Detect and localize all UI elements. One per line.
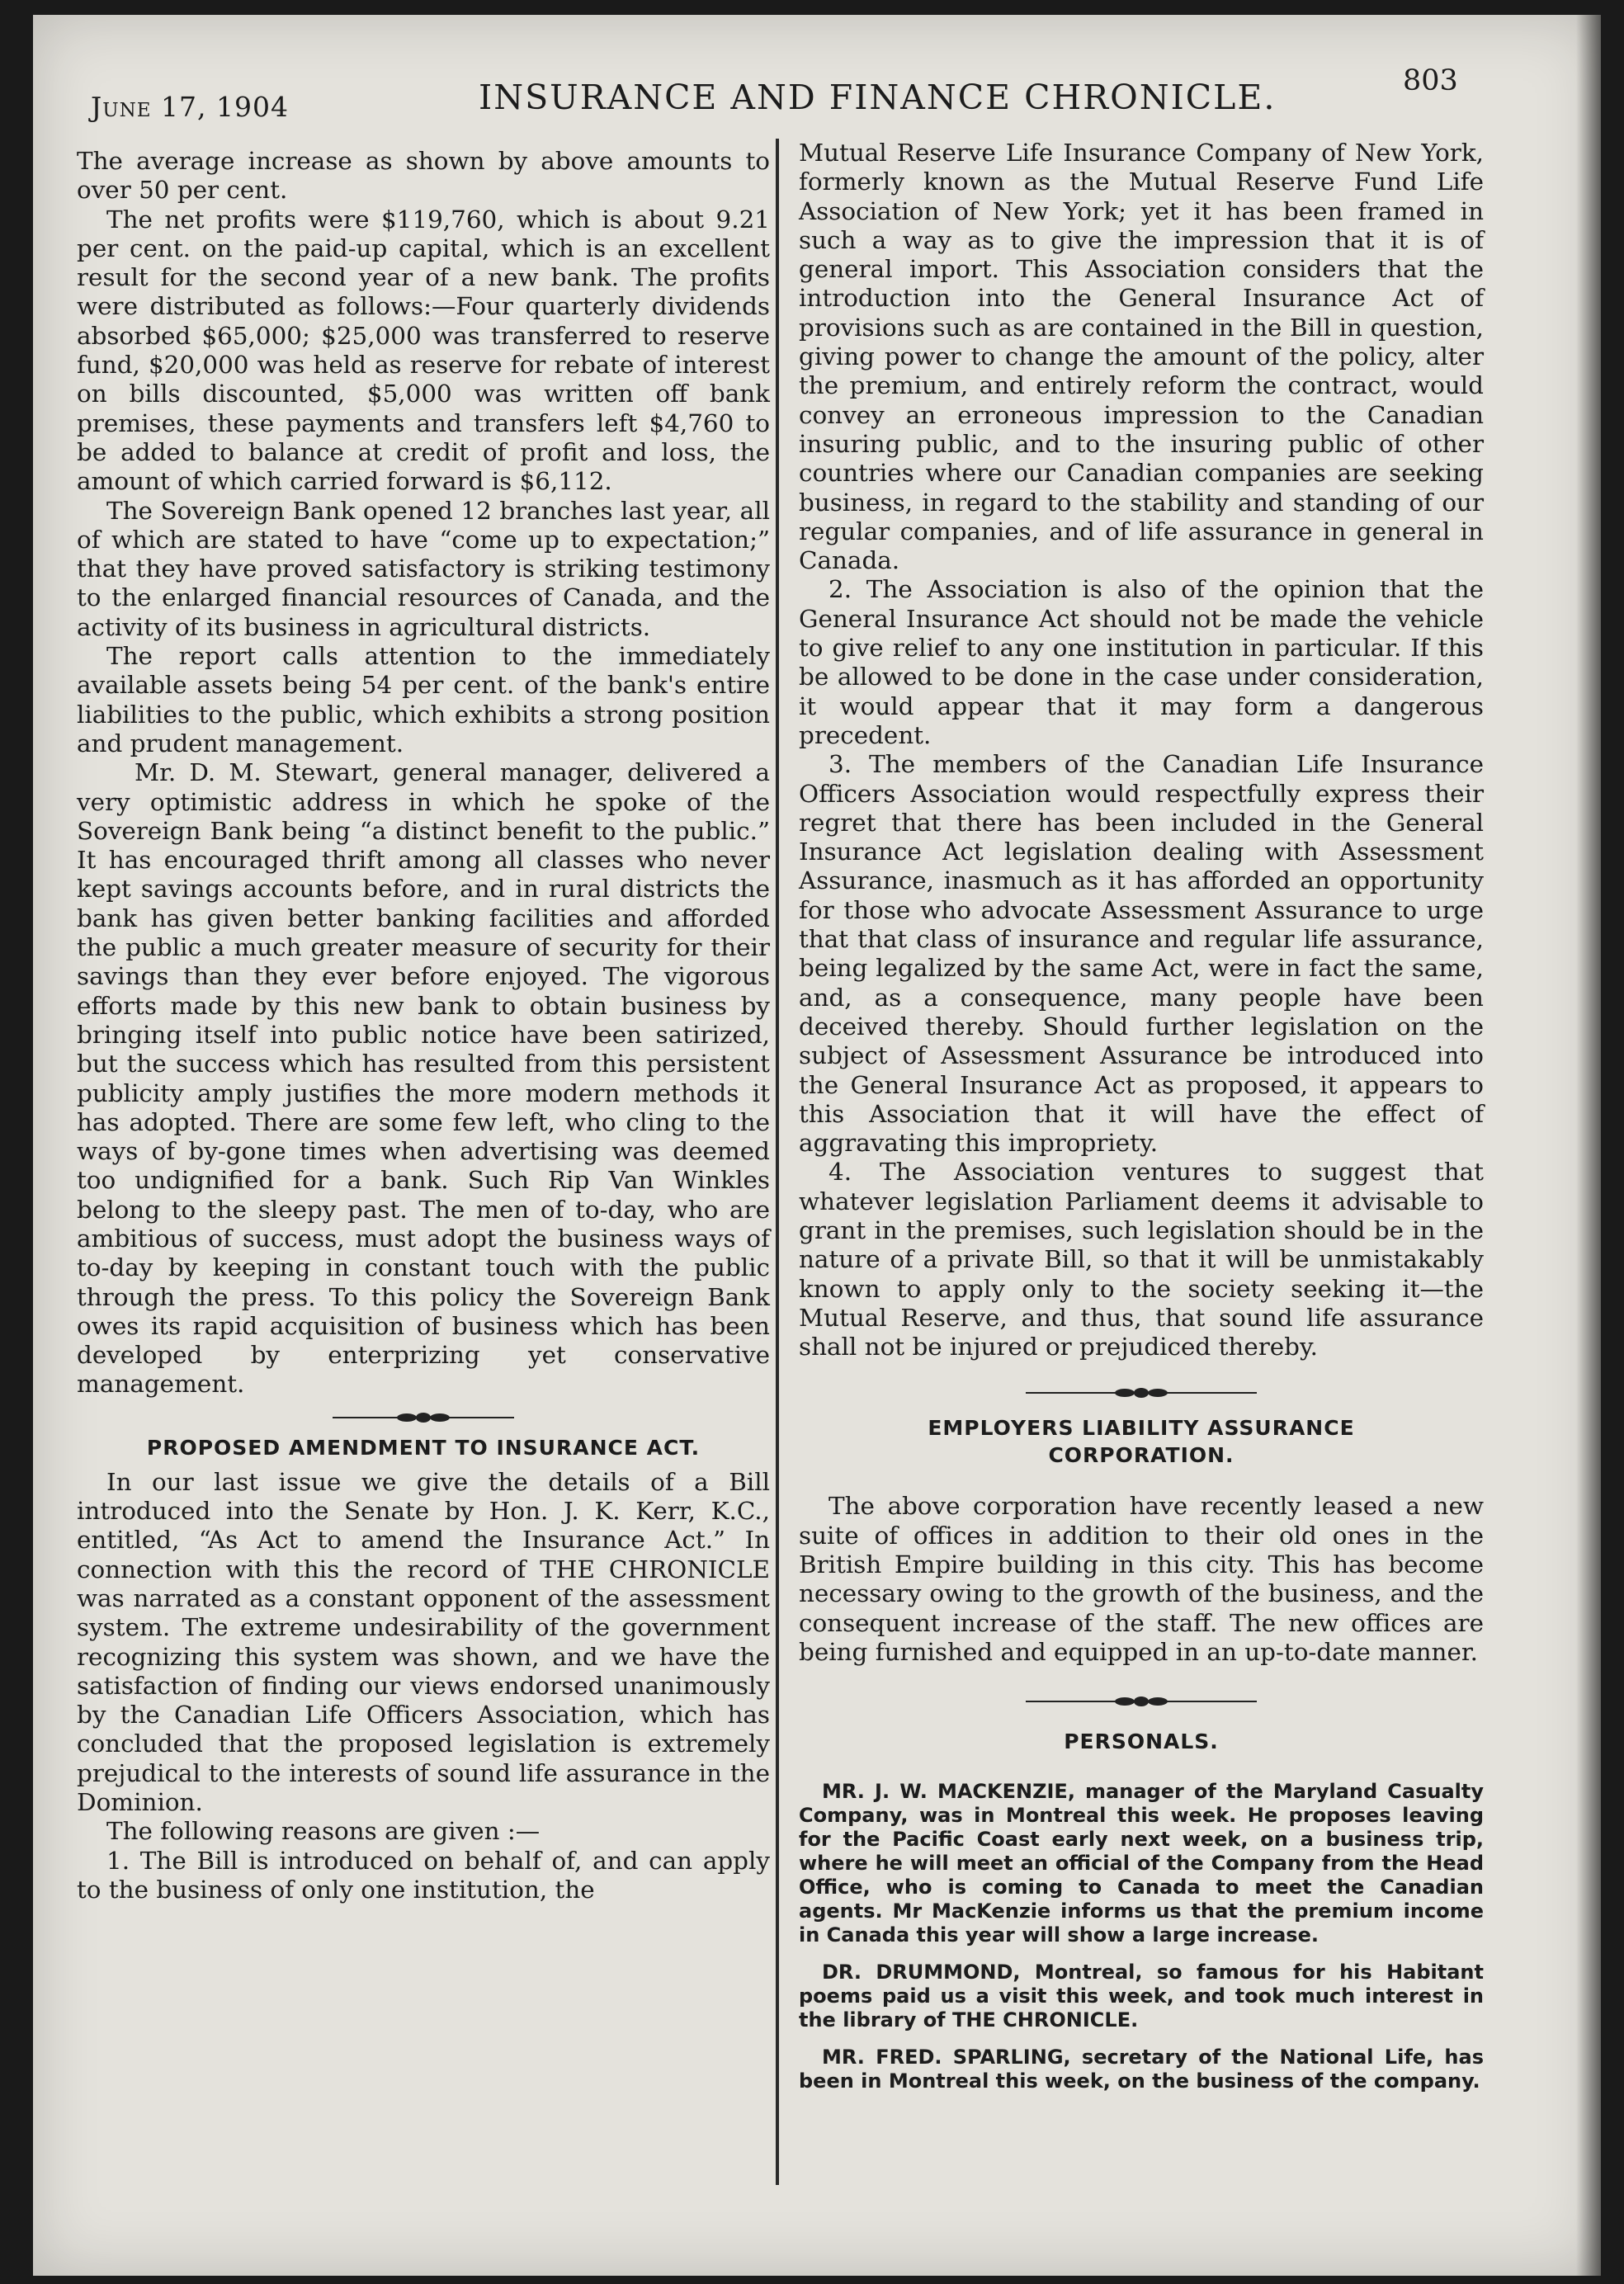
newspaper-page [33, 15, 1601, 2276]
section-heading-employers-line1: EMPLOYERS LIABILITY ASSURANCE [928, 1416, 1355, 1441]
paragraph: The following reasons are given :— [106, 1817, 541, 1846]
left-column [77, 147, 770, 1904]
header-title: INSURANCE AND FINANCE CHRONICLE. [479, 78, 1277, 117]
paragraph: Mutual Reserve Life Insurance Company of New York, formerly known as the Mutual Reserve Fund Life Association of New York; yet it has been framed in such a way as to give the impression that it is of general import. This Association considers that the introduction into the General Insurance Act of provisions such as are contained in the Bill in question, giving power to change the amount of the policy, alter the premium, and entirely reform the contract, would convey an erroneous impression to the Canadian insuring public, and to the insuring public of other countries where our Canadian companies are seeking business, in regard to the stability and standing of our regular companies, and of life assurance in general in Canada. [799, 139, 1484, 575]
personal-item: MR. J. W. MACKENZIE, manager of the Maryland Casualty Company, was in Montreal this week. He proposes leaving for the Pacific Coast early next week, on a business trip, where he will meet an official of the Company from the Head Office, who is coming to Canada to meet the Canadian agents. Mr MacKenzie informs us that the premium income in Canada this year will show a large increase. [799, 1780, 1484, 1947]
header-page-number: 803 [1403, 64, 1458, 97]
paragraph: 4. The Association ventures to suggest that whatever legislation Parliament deems it advisable to grant in the premises, such legislation should be in the nature of a private Bill, so that it will be unmistakably known to apply only to the society seeking it—the Mutual Reserve, and thus, that sound life assurance shall not be injured or prejudiced thereby. [799, 1158, 1484, 1361]
column-divider [776, 139, 779, 2185]
section-heading-insurance-act: PROPOSED AMENDMENT TO INSURANCE ACT. [146, 1435, 701, 1460]
personal-item: DR. DRUMMOND, Montreal, so famous for his Habitant poems paid us a visit this week, and took much interest in the library of THE CHRONICLE. [799, 1961, 1484, 2032]
section-heading-personals: PERSONALS. [1064, 1730, 1219, 1754]
paragraph: The Sovereign Bank opened 12 branches last year, all of which are stated to have “come up to expectation;” that they have proved satisfactory is striking testimony to the enlarged financial resources of Canada, and the activity of its business in agricultural districts. [77, 496, 770, 641]
paragraph: Mr. D. M. Stewart, general manager, delivered a very optimistic address in which he spoke of the Sovereign Bank being “a distinct benefit to the public.” It has encouraged thrift among all classes who never kept savings accounts before, and in rural districts the bank has given better banking facilities and afforded the public a much greater measure of security for their savings than they ever before enjoyed. The vigorous efforts made by this new bank to obtain business by bringing itself into public notice have been satirized, but the success which has resulted from this persistent publicity amply justifies the more modern methods it has adopted. There are some few left, who cling to the ways of by-gone times when advertising was deemed too undignified for a bank. Such Rip Van Winkles belong to the sleepy past. The men of to-day, who are ambitious of success, must adopt the business ways of to-day by keeping in constant touch with the public through the press. To this policy the Sovereign Bank owes its rapid acquisition of business which has been developed by enterprizing yet conservative management. [77, 758, 770, 1399]
paragraph: In our last issue we give the details of a Bill introduced into the Senate by Hon. J. K. Kerr, K.C., entitled, “As Act to amend the Insurance Act.” In connection with this the record of THE CHRONICLE was narrated as a constant opponent of the assessment system. The extreme undesirability of the government recognizing this system was shown, and we have the satisfaction of finding our views endorsed unanimously by the Canadian Life Officers Association, which has concluded that the proposed legislation is extremely prejudical to the interests of sound life assurance in the Dominion. [77, 1467, 770, 1817]
header-date: June 17, 1904 [91, 91, 289, 123]
personal-item: MR. FRED. SPARLING, secretary of the National Life, has been in Montreal this week, on the business of the company. [799, 2046, 1484, 2093]
paragraph: The net profits were $119,760, which is about 9.21 per cent. on the paid-up capital, which is an excellent result for the second year of a new bank. The profits were distributed as follows:—Four quarterly dividends absorbed $65,000; $25,000 was transferred to reserve fund, $20,000 was held as reserve for rebate of interest on bills discounted, $5,000 was written off bank premises, these payments and transfers left $4,760 to be added to balance at credit of profit and loss, the amount of which carried forward is $6,112. [77, 205, 770, 496]
page-shadow-edge [1576, 15, 1601, 2276]
paragraph: 2. The Association is also of the opinion that the General Insurance Act should not be made the vehicle to give relief to any one institution in particular. If this be allowed to be done in the case under consideration, it would appear that it may form a dangerous precedent. [799, 575, 1484, 749]
right-column [799, 139, 1484, 2107]
ornament-rule-divider [1026, 1386, 1257, 1399]
paragraph: 1. The Bill is introduced on behalf of, and can apply to the business of only one institution, the [77, 1846, 770, 1904]
personals-list [799, 1780, 1484, 2093]
page-header [91, 56, 1494, 130]
paragraph: The report calls attention to the immediately available assets being 54 per cent. of the bank's entire liabilities to the public, which exhibits a strong position and prudent management. [77, 642, 770, 757]
paragraph: The average increase as shown by above amounts to over 50 per cent. [77, 147, 770, 205]
section-heading-employers-line2: CORPORATION. [1048, 1443, 1235, 1468]
paragraph: The above corporation have recently leased a new suite of offices in addition to their old ones in the British Empire building in this city. This has become necessary owing to the growth of the business, and the consequent increase of the staff. The new offices are being furnished and equipped in an up-to-date manner. [799, 1492, 1484, 1666]
ornament-rule-divider [1026, 1695, 1257, 1708]
paragraph: 3. The members of the Canadian Life Insurance Officers Association would respectfully express their regret that there has been included in the General Insurance Act legislation dealing with Assessment Assurance, inasmuch as it has afforded an opportunity for those who advocate Assessment Assurance to urge that that class of insurance and regular life assurance, being legalized by the same Act, were in fact the same, and, as a consequence, many people have been deceived thereby. Should further legislation on the subject of Assessment Assurance be introduced into the General Insurance Act as proposed, it appears to this Association that it will have the effect of aggravating this impropriety. [799, 750, 1484, 1158]
ornament-rule-divider [333, 1411, 514, 1424]
